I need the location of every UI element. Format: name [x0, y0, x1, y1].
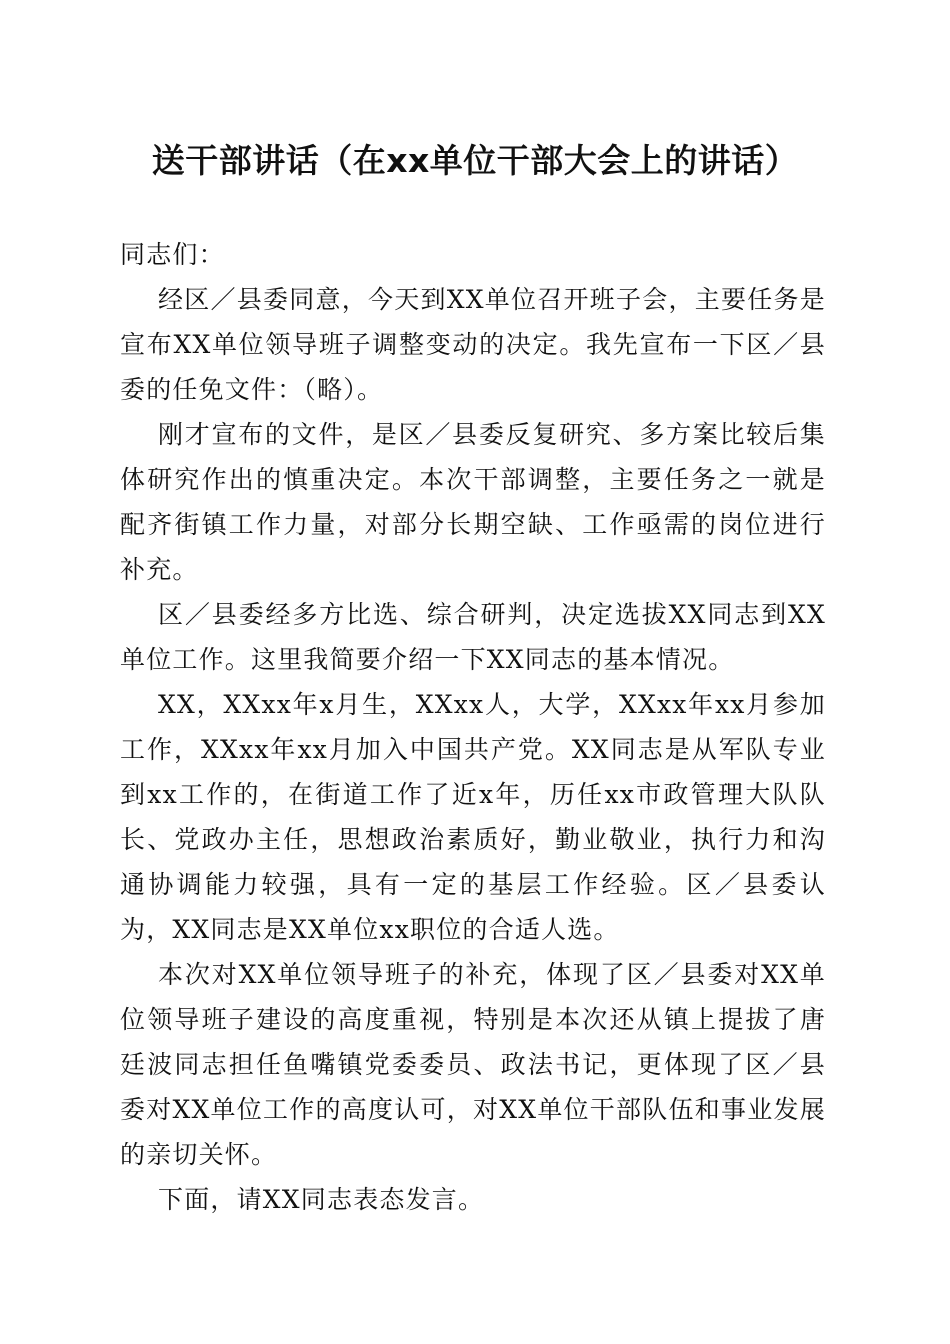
paragraph-6: 下面，请XX同志表态发言。 [158, 1185, 485, 1214]
paragraph-5: 本次对XX单位领导班子的补充，体现了区／县委对XX单位领导班子建设的高度重视，特别是本次还从镇上提拔了唐廷波同志担任鱼嘴镇党委委员、政法书记，更体现了区／县委对XX单位工作的高度认可，对XX单位干部队伍和事业发展的亲切关怀。 [120, 960, 826, 1169]
salutation: 同志们： [120, 240, 225, 269]
paragraph-3: 区／县委经多方比选、综合研判，决定选拔XX同志到XX单位工作。这里我简要介绍一下XX同志的基本情况。 [120, 600, 826, 674]
document-body [120, 232, 826, 1222]
paragraph-4: XX，XXxx年x月生，XXxx人，大学，XXxx年xx月参加工作，XXxx年xx月加入中国共产党。XX同志是从军队专业到xx工作的，在街道工作了近x年，历任xx市政管理大队队长、党政办主任，思想政治素质好，勤业敬业，执行力和沟通协调能力较强，具有一定的基层工作经验。区／县委认为，XX同志是XX单位xx职位的合适人选。 [120, 690, 826, 944]
paragraph-1: 经区／县委同意，今天到XX单位召开班子会，主要任务是宣布XX单位领导班子调整变动的决定。我先宣布一下区／县委的任免文件：（略）。 [120, 285, 826, 404]
document-title: 送干部讲话（在xx单位干部大会上的讲话） [151, 141, 799, 180]
paragraph-2: 刚才宣布的文件，是区／县委反复研究、多方案比较后集体研究作出的慎重决定。本次干部调整，主要任务之一就是配齐街镇工作力量，对部分长期空缺、工作亟需的岗位进行补充。 [120, 420, 826, 584]
